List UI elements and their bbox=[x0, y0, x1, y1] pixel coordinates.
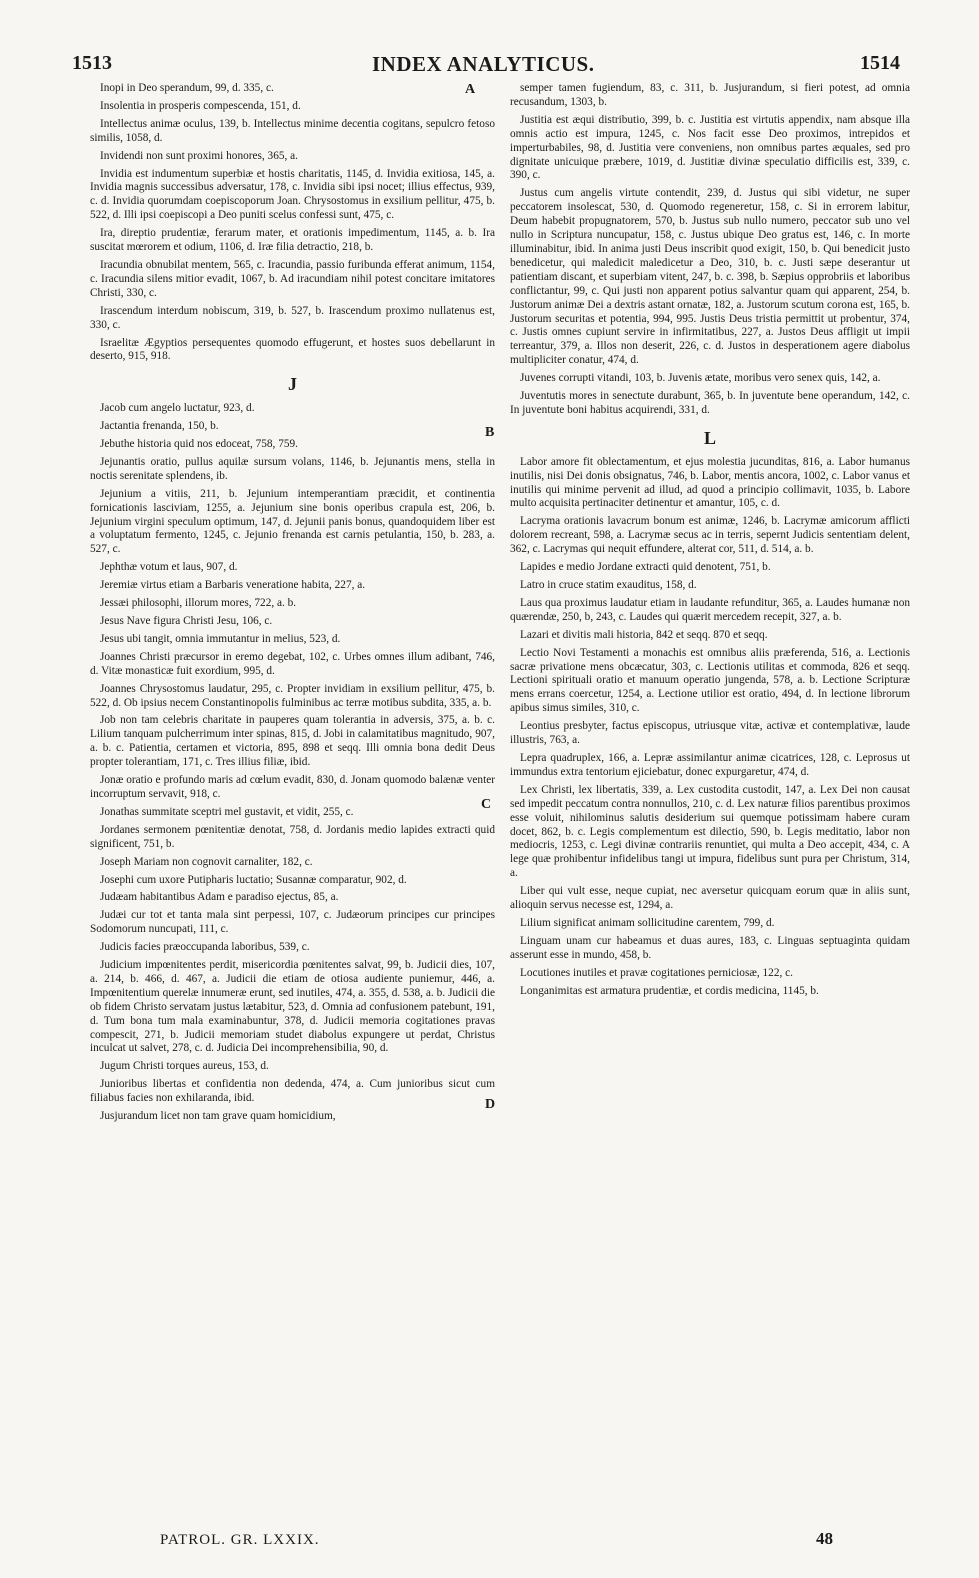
entries-letter-l bbox=[510, 456, 910, 999]
index-entry: Invidendi non sunt proximi honores, 365, a. bbox=[100, 149, 298, 162]
left-column bbox=[90, 82, 495, 1124]
index-entry: Junioribus libertas et confidentia non dedenda, 474, a. Cum junioribus sicut cum filiabus facies non exhilaranda, ibid. bbox=[90, 1078, 495, 1105]
index-entry: Longanimitas est armatura prudentiæ, et cordis medicina, 1145, b. bbox=[520, 984, 819, 997]
margin-letter-c: C bbox=[481, 797, 492, 812]
index-entry: Jonæ oratio e profundo maris ad cœlum evadit, 830, d. Jonam quomodo balænæ venter incorruptum servavit, 918, c. bbox=[90, 774, 495, 800]
index-entry: Jactantia frenanda, 150, b. bbox=[100, 420, 219, 433]
margin-letter-d: D bbox=[485, 1097, 496, 1112]
entries-letter-i bbox=[90, 82, 495, 364]
right-column bbox=[510, 82, 910, 998]
index-entry: Jessæi philosophi, illorum mores, 722, a. b. bbox=[100, 597, 297, 610]
index-entry: Juventutis mores in senectute durabunt, 365, b. In juventute bene operandum, 142, c. In juventute boni habitus acquirendi, 331, d. bbox=[510, 390, 910, 416]
index-entry: Joseph Mariam non cognovit carnaliter, 182, c. bbox=[100, 855, 313, 868]
index-entry: Josephi cum uxore Putipharis luctatio; Susannæ comparatur, 902, d. bbox=[100, 873, 407, 886]
index-entry: Insolentia in prosperis compescenda, 151, d. bbox=[100, 99, 301, 112]
index-entry: Liber qui vult esse, neque cupiat, nec aversetur quicquam eorum quæ in aliis sunt, alioquin servus necesse est, 1294, a. bbox=[510, 885, 910, 912]
index-entry: Intellectus animæ oculus, 139, b. Intellectus minime decentia cogitans, sepulcro fetoso similis, 1058, d. bbox=[90, 117, 495, 144]
index-entry: Lilium significat animam sollicitudine carentem, 799, d. bbox=[520, 916, 775, 929]
page-number-left: 1513 bbox=[72, 52, 112, 74]
index-entry: Jebuthe historia quid nos edoceat, 758, 759. bbox=[100, 438, 298, 451]
index-entry: Locutiones inutiles et pravæ cogitationes perniciosæ, 122, c. bbox=[520, 966, 793, 979]
index-entry: Lex Christi, lex libertatis, 339, a. Lex custodita custodit, 147, a. Lex Dei non causat sed impedit peccatum contra nonnullos, 210, c. d. Lex naturæ filios parentibus proximos esse voluit, nihilominus salutis desiderium sui quemque potissimam habere curam docet, 862, b. c. Legis complementum est dilectio, 590, b. Legis meditatio, labor non mediocris, 1253, c. Legi divinæ contrariis renuntiet, qui multa a Deo accepit, 434, c. A lege quæ prohibentur infidelibus tangi ut impura, fidelibus sunt pura per Christum, 314, a. bbox=[510, 783, 910, 880]
index-entry: Job non tam celebris charitate in pauperes quam tolerantia in adversis, 375, a. b. c. Lilium tanquam pulcherrimum inter spinas, 815, d. Jobi in calamitatibus magnitudo, 907, a. b. c. Patientia, certamen et victoria, 895, 898 et seqq. Illi omnia bona dedit Deus propter tolerantiam, 171, c. Tres illius filiæ, ibid. bbox=[90, 714, 495, 769]
index-entry: Laus qua proximus laudatur etiam in laudante refunditur, 365, a. Laudes humanæ non quærendæ, 250, b, 243, c. Laudes qui quærit mercedem recepit, 327, a. b. bbox=[510, 596, 910, 623]
index-entry: Lectio Novi Testamenti a monachis est omnibus aliis præferenda, 516, a. Lectionis sacræ privatione mens obcæcatur, 303, c. Lectionis utilitas et commoda, 826 et seqq. Lectioni spirituali oratio et manuum operatio jungenda, 578, a. b. Lectione Scripturæ mens errans coercetur, 1254, a. Lectione utilior est oratio, 494, d. In lectione librorum apibus simus similes, 310, c. bbox=[510, 646, 910, 715]
index-entry: Lazari et divitis mali historia, 842 et seqq. 870 et seqq. bbox=[520, 628, 768, 641]
page-number-right: 1514 bbox=[860, 52, 900, 74]
index-entry: Iracundia obnubilat mentem, 565, c. Iracundia, passio furibunda efferat animum, 1154, c. Iracundia silens mitior evadit, 1067, b. Ad iracundiam nihil potest concitare imitatores Christi, 330, c. bbox=[90, 258, 495, 299]
index-entry: Justus cum angelis virtute contendit, 239, d. Justus qui sibi videtur, ne super peccatorem insolescat, 530, d. Quomodo regeneretur, 158, c. Si in errorem labitur, Deum habebit propugnatorem, 570, b. Justus sub nullo numero, peccator sub uno vel nullo in Scriptura nuncupatur, 158, c. Justus ubique Deo gratus est, 146, c. In morte illuminabitur, ibid. In anima justi Deus inscribit quod exigit, 150, b. Qui benedicit justo benedicetur, qui maledicit maledicetur a Deo, 310, b. c. Justi sæpe deserantur ut patientiam discant, et superbiam vitent, 247, b. c. 398, b. Sæpius opprobriis et laboribus conflictantur, 99, c. Qui justi non apparent potius salvantur quam qui apparent, 254, b. Justorum animæ Dei a dextris astant ornatæ, 182, a. Justorum scutum corona est, 165, b. Justorum securitas et potentia, 994, 995. Justis Deus tristia permittit ut probentur, 374, c. Justis omnes cupiunt servire in infirmitatibus, 227, a. Justos Deus affligit ut impii terreantur, 379, a. Illos non deserit, 226, c. d. Justos in desperationem agere diabolus multipliciter conatur, 474, d. bbox=[510, 187, 910, 367]
index-entry: Invidia est indumentum superbiæ et hostis charitatis, 1145, d. Invidia exitiosa, 145, a. Invidia magnis successibus adversatur, 178, c. Invidia sibi ipsi nocet; illius effectus, 939, c. d. Invidia quorumdam coepiscoporum Joan. Chrysostomus in exsilium pellitur, 475, b. 522, d. Illi ipsi coepiscopi a Deo puniti scelus confessi sunt, 475, c. bbox=[90, 167, 495, 222]
entries-letter-j bbox=[90, 402, 495, 1124]
section-letter-l: L bbox=[703, 427, 716, 448]
sheet-number: 48 bbox=[816, 1529, 833, 1548]
index-entry: Lepra quadruplex, 166, a. Lepræ assimilantur animæ cicatrices, 128, c. Leprosus ut immundus extra tentorium ejiciebatur, donec expurgaretur, 474, d. bbox=[510, 751, 910, 778]
index-entry: Jeremiæ virtus etiam a Barbaris veneratione habita, 227, a. bbox=[100, 579, 366, 592]
index-entry: Jephthæ votum et laus, 907, d. bbox=[100, 561, 238, 574]
index-entry: Juvenes corrupti vitandi, 103, b. Juvenis ætate, moribus vero senex quis, 142, a. bbox=[520, 372, 881, 385]
index-entry: Ira, direptio prudentiæ, ferarum mater, et orationis impedimentum, 1145, a. b. Ira suscitat mœrorem et odium, 1106, d. Iræ filia detractio, 218, b. bbox=[90, 227, 495, 254]
index-entry: Jejunium a vitiis, 211, b. Jejunium intemperantiam præcidit, et continentia fornicationis lasciviam, 1255, a. Jejunium sine bonis operibus crapula est, 206, b. Jejunium virgini speculum optimum, 147, d. Jejunii panis bonus, quandoquidem liber est a voluptatum fermento, 1245, c. Jejunio frenanda est carnis petulantia, 150, b. 283, a. 527, c. bbox=[90, 487, 495, 556]
index-entry: Jordanes sermonem pœnitentiæ denotat, 758, d. Jordanis medio lapides extracti quid significent, 751, b. bbox=[90, 823, 495, 850]
index-entry: Latro in cruce statim exauditus, 158, d. bbox=[520, 579, 697, 591]
index-entry: Judæi cur tot et tanta mala sint perpessi, 107, c. Judæorum principes cur principes Sodomorum nuncupati, 111, c. bbox=[90, 909, 495, 936]
index-entry: Lacryma orationis lavacrum bonum est animæ, 1246, b. Lacrymæ amicorum afflicti dolorem recreant, 598, a. Lacrymæ secus ac in terris, sepernt Judicis sententiam delent, 362, c. Lacrymas qui nequit effundere, alterat cor, 511, d. 514, a. b. bbox=[510, 515, 910, 556]
index-entry: Inopi in Deo sperandum, 99, d. 335, c. bbox=[100, 82, 274, 94]
entries-letter-j-continued bbox=[510, 82, 910, 418]
index-entry: Jonathas summitate sceptri mel gustavit, et vidit, 255, c. bbox=[100, 805, 354, 818]
index-entry: Jusjurandum licet non tam grave quam homicidium, bbox=[100, 1110, 336, 1123]
index-entry: Jacob cum angelo luctatur, 923, d. bbox=[100, 402, 255, 415]
index-entry: Justitia est æqui distributio, 399, b. c. Justitia est virtutis appendix, nam absque illa omnis actio est impura, 1245, c. Nos facit esse Deo proximos, intrepidos et imperturbabiles, 98, d. Justitia vere conveniens, non omnibus partes æquales, sed pro dignitate unicuique præbere, 1019, d. Justitiæ divinæ speculatio difficilis est, 339, c. 390, c. bbox=[510, 113, 910, 182]
index-entry: Israelitæ Ægyptios persequentes quomodo effugerunt, et hostes suos debellarunt in deserto, 915, 918. bbox=[90, 336, 495, 363]
index-entry: Judæam habitantibus Adam e paradiso ejectus, 85, a. bbox=[100, 891, 339, 904]
index-entry: Joannes Christi præcursor in eremo degebat, 102, c. Urbes omnes illum adibant, 746, d. Vitæ monasticæ fuit exordium, 995, d. bbox=[90, 650, 495, 677]
index-entry: Labor amore fit oblectamentum, et ejus molestia jucunditas, 816, a. Labor humanus inutilis, nisi Dei donis obsignatus, 746, b. Labor, mentis ancora, 1002, c. Labor vanus et inutilis qui minime pervenit ad illud, ad quod a principio collimavit, 1035, b. Labore multo acquisita pertinaciter detinentur et amantur, 105, c. d. bbox=[510, 455, 910, 510]
section-letter-j: J bbox=[288, 374, 297, 395]
margin-letter-a: A bbox=[465, 82, 476, 97]
index-entry: Jejunantis oratio, pullus aquilæ sursum volans, 1146, b. Jejunantis mens, stella in noctis serenitate splendens, ib. bbox=[90, 455, 495, 482]
volume-signature: PATROL. GR. LXXIX. bbox=[160, 1532, 320, 1548]
index-entry: Leontius presbyter, factus episcopus, utriusque vitæ, activæ et contemplativæ, laude illustris, 763, a. bbox=[510, 720, 910, 747]
index-entry: Jesus ubi tangit, omnia immutantur in melius, 523, d. bbox=[100, 632, 341, 645]
index-entry: Linguam unam cur habeamus et duas aures, 183, c. Linguas septuaginta quidam asserunt esse in mundo, 458, b. bbox=[510, 934, 910, 961]
index-entry: Judicium impœnitentes perdit, misericordia pœnitentes salvat, 99, b. Judicii dies, 107, a. 214, b. 466, d. 467, a. Judicii die etiam de otiosa audiente puniemur, 446, a. Impœnitentium querelæ innumeræ erunt, sed inutiles, 474, a. 355, d. 538, a. b. Judicii die ob fidem Christo servatam justus lætabitur, 523, d. Omnia ad confusionem patebunt, 191, d. Tum bona tum mala examinabuntur, 378, d. Judicii memoria cogitationes pravas compescit, 271, b. Judicii memoriam studet diabolus expungere ut perdat, Christus inculcat ut salvet, 278, c. d. Judicia Dei incomprehensibilia, 90, d. bbox=[90, 959, 495, 1055]
index-entry: Lapides e medio Jordane extracti quid denotent, 751, b. bbox=[520, 561, 771, 574]
index-entry: Jesus Nave figura Christi Jesu, 106, c. bbox=[100, 615, 273, 627]
index-entry: semper tamen fugiendum, 83, c. 311, b. Jusjurandum, si fieri potest, ad omnia recusandum, 1303, b. bbox=[510, 82, 910, 108]
running-title: INDEX ANALYTICUS. bbox=[372, 52, 595, 76]
margin-letter-b: B bbox=[485, 425, 495, 440]
index-entry: Irascendum interdum nobiscum, 319, b. 527, b. Irascendum proximo nullatenus est, 330, c. bbox=[90, 304, 495, 331]
index-entry: Judicis facies præoccupanda laboribus, 539, c. bbox=[100, 941, 310, 954]
index-entry: Joannes Chrysostomus laudatur, 295, c. Propter invidiam in exsilium pellitur, 475, b. 522, d. Ob ipsius necem Constantinopolis fulminibus ac terræ motibus subdita, 335, a. b. bbox=[90, 682, 495, 709]
index-entry: Jugum Christi torques aureus, 153, d. bbox=[100, 1060, 269, 1073]
